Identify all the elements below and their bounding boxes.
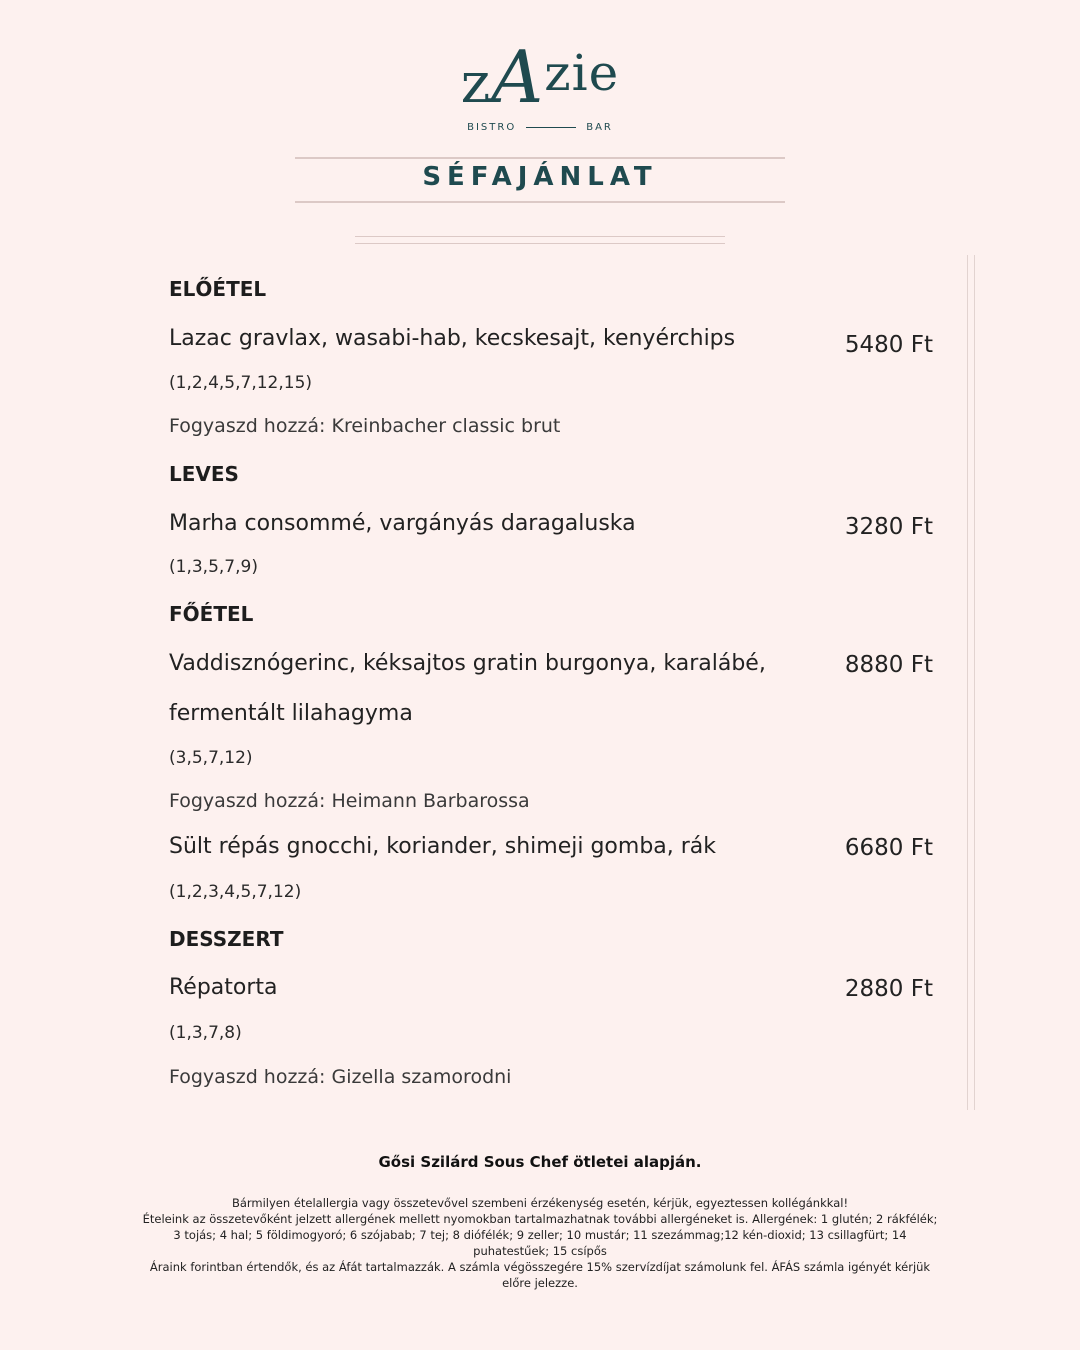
price-main-1: 8880 Ft	[844, 652, 933, 678]
price-starter: 5480 Ft	[844, 332, 933, 358]
logo-letter-1: z	[460, 51, 492, 116]
allergens-starter: (1,2,4,5,7,12,15)	[169, 373, 313, 393]
bistro-label: BISTRO	[467, 122, 517, 133]
subtitle-divider	[526, 127, 576, 128]
brand-subtitle	[0, 122, 1080, 133]
section-heading-main: FŐÉTEL	[169, 602, 254, 626]
section-heading-dessert: DESSZERT	[169, 927, 284, 951]
allergens-main-1: (3,5,7,12)	[169, 748, 253, 768]
bar-label: BAR	[586, 122, 613, 133]
title-rule-top	[295, 157, 785, 159]
footer-notes	[140, 1195, 940, 1291]
footer-line-3: Áraink forintban értendők, és az Áfát tartalmazzák. A számla végösszegére 15% szervízdíjat számolunk fel. ÁFÁS számla igényét kérjük előre jelezze.	[149, 1260, 931, 1290]
price-soup: 3280 Ft	[844, 514, 933, 540]
ornament-rule-1	[355, 236, 725, 237]
chef-note: Gősi Szilárd Sous Chef ötletei alapján.	[378, 1153, 702, 1171]
allergens-soup: (1,3,5,7,9)	[169, 557, 258, 577]
brand-logo	[0, 35, 1080, 120]
price-dessert: 2880 Ft	[844, 976, 933, 1002]
pairing-dessert: Fogyaszd hozzá: Gizella szamorodni	[169, 1066, 512, 1088]
logo-letter-3: zie	[544, 44, 620, 102]
dish-main-1-line1: Vaddisznógerinc, kéksajtos gratin burgonya, karalábé,	[169, 651, 766, 676]
dish-main-2: Sült répás gnocchi, koriander, shimeji gomba, rák	[169, 834, 717, 859]
side-rule-1	[967, 255, 968, 1110]
section-heading-starter: ELŐÉTEL	[169, 277, 267, 301]
price-main-2: 6680 Ft	[844, 835, 933, 861]
title-rule-bottom	[295, 201, 785, 203]
pairing-starter: Fogyaszd hozzá: Kreinbacher classic brut	[169, 415, 561, 437]
section-heading-soup: LEVES	[169, 462, 239, 486]
dish-starter: Lazac gravlax, wasabi-hab, kecskesajt, kenyérchips	[169, 326, 736, 351]
page-title: SÉFAJÁNLAT	[422, 162, 658, 192]
logo-letter-2: A	[491, 35, 545, 119]
allergens-main-2: (1,2,3,4,5,7,12)	[169, 882, 302, 902]
side-rule-2	[974, 255, 975, 1110]
dish-main-1-line2: fermentált lilahagyma	[169, 701, 413, 726]
ornament-rule-2	[355, 243, 725, 244]
allergens-dessert: (1,3,7,8)	[169, 1023, 242, 1043]
dish-soup: Marha consommé, vargányás daragaluska	[169, 511, 636, 536]
footer-line-2: Ételeink az összetevőként jelzett allergének mellett nyomokban tartalmazhatnak további allergéneket is. Allergének: 1 glutén; 2 rákfélék; 3 tojás; 4 hal; 5 földimogyoró; 6 szójabab; 7 tej; 8 diófélék; 9 zeller; 10 mustár; 11 szezámmag;12 kén-dioxid; 13 csillagfürt; 14 puhatestűek; 15 csípős	[142, 1212, 938, 1258]
dish-dessert: Répatorta	[169, 975, 278, 1000]
footer-line-1: Bármilyen ételallergia vagy összetevővel szembeni érzékenység esetén, kérjük, egyeztessen kollégánkkal!	[231, 1196, 849, 1210]
pairing-main-1: Fogyaszd hozzá: Heimann Barbarossa	[169, 790, 530, 812]
